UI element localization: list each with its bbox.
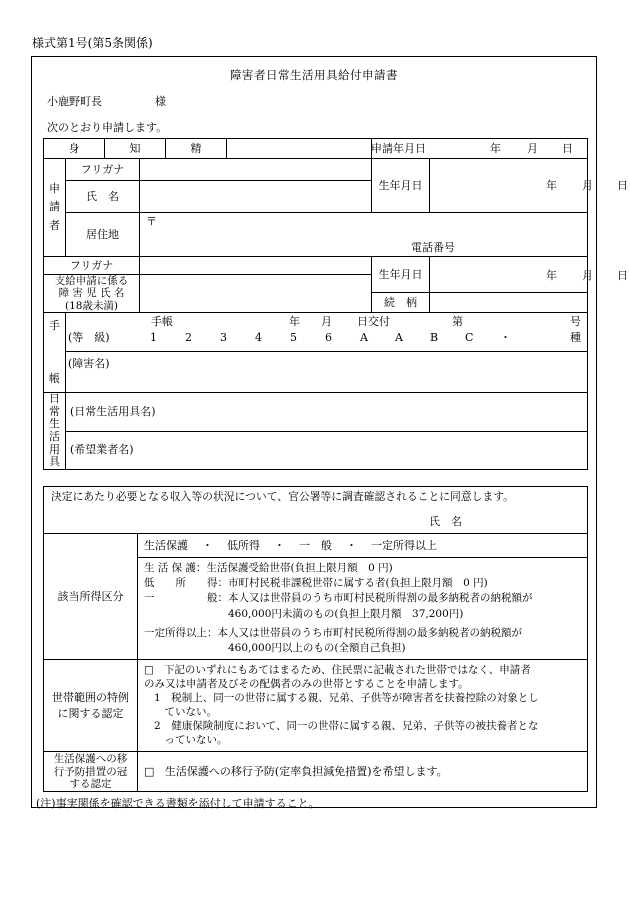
household-label: 世帯範囲の特例 に関する認定 [44,660,138,752]
disability-name-field[interactable]: (障害名) [66,352,588,393]
applicant-birth-label: 生年月日 [372,159,430,213]
income-details: 生 活 保 護：生活保護受給世帯(負担上限月額 0 円) 低 所 得：市町村民税非課税世帯に属する者(負担上限月額 0 円) 一 般：本人又は世帯員のうち市町村民税所得割の最多納税者の納税額が 460,000円未満のもの(負担上限月額 37,200円) 一定所得以上：本人又は世帯員のうち市町村民税所得割の最多納税者の納税額が 460,000円以上のもの(全額自己負担) [138,558,588,660]
consent-name-label: 氏 名 [429,515,462,528]
welfare-label: 生活保護への移 行予防措置の冠 する認定 [44,752,138,792]
welfare-cell: □ 生活保護への移行予防(定率負担減免措置)を希望します。 [138,752,588,792]
equipment-name-field[interactable]: (日常生活用具名) [66,393,588,431]
vendor-field[interactable]: (希望業者名) [66,431,588,469]
date-year-label: 年 [490,142,502,155]
grade-label: (等 級) [68,331,110,344]
techo-section-label: 手 帳 [44,313,66,393]
application-form [31,56,629,810]
child-name-label: 支給申請に係る 障 害 児 氏 名 (18歳未満) [44,275,140,313]
main-table [43,138,629,470]
child-birth-label: 生年月日 [372,257,430,293]
consent-text: 決定にあたり必要となる収入等の状況について、官公署等に調査確認されることに同意します。 [51,490,514,503]
intro-text: 次のとおり申請します。 [47,121,168,134]
relation-field[interactable] [430,293,588,313]
child-name-field[interactable] [140,275,372,313]
applicant-name-label: 氏 名 [66,181,140,213]
income-options[interactable]: 生活保護 ・ 低所得 ・ 一 般 ・ 一定所得以上 [138,534,588,558]
applicant-name-field[interactable] [140,181,372,213]
applicant-birth-field[interactable]: 年 月 日 [430,159,588,213]
applicant-section-label: 申 請 者 [44,159,66,257]
type-physical[interactable]: 身 [44,139,105,158]
techo-info-field[interactable]: 手帳 年 月 日交付 第 号 (等 級) 1 2 3 4 5 6 A A B C ・ 種 [66,313,588,352]
form-title: 障害者日常生活用具給付申請書 [230,68,398,82]
child-birth-field[interactable]: 年 月 日 [430,257,588,293]
equipment-section-label: 日 常 生 活 用 具 [44,393,66,470]
applicant-address-label: 居住地 [66,213,140,257]
consent-table [43,486,588,792]
addressee: 小鹿野町長 [47,95,102,108]
child-furigana-label: フリガナ [44,257,140,275]
consent-cell [44,487,588,534]
applicant-address-field[interactable] [140,213,588,257]
child-furigana-field[interactable] [140,257,372,275]
household-cell: □ 下記のいずれにもあてはまるため、住民票に記載された世帯ではなく、申請者 のみ又は申請者及びその配偶者のみの世帯とすることを申請します。 1 税制上、同一の世帯に属する親、兄弟、子供等が障害者を扶養控除の対象とし ていない。 2 健康保険制度において、同一の世帯に属する親、兄弟、子供等の被扶養者とな っていない。 [138,660,588,752]
applicant-furigana-field[interactable] [140,159,372,181]
income-category-label: 該当所得区分 [44,534,138,660]
phone-label: 電話番号 [411,241,455,254]
addressee-honorific: 様 [155,95,166,108]
date-month-label: 月 [527,142,539,155]
type-mental[interactable]: 精 [166,139,227,158]
type-intellectual[interactable]: 知 [105,139,166,158]
applicant-furigana-label: フリガナ [66,159,140,181]
welfare-checkbox[interactable]: □ [144,764,155,778]
footnote: (注)事実関係を確認できる書類を添付して申請すること。 [36,797,320,810]
household-checkbox[interactable]: □ [144,663,154,676]
form-number-label: 様式第1号(第5条関係) [32,36,153,50]
postal-mark: 〒 [146,215,157,228]
application-date-label: 申請年月日 [371,142,427,155]
date-day-label: 日 [562,142,574,155]
relation-label: 続 柄 [372,293,430,313]
